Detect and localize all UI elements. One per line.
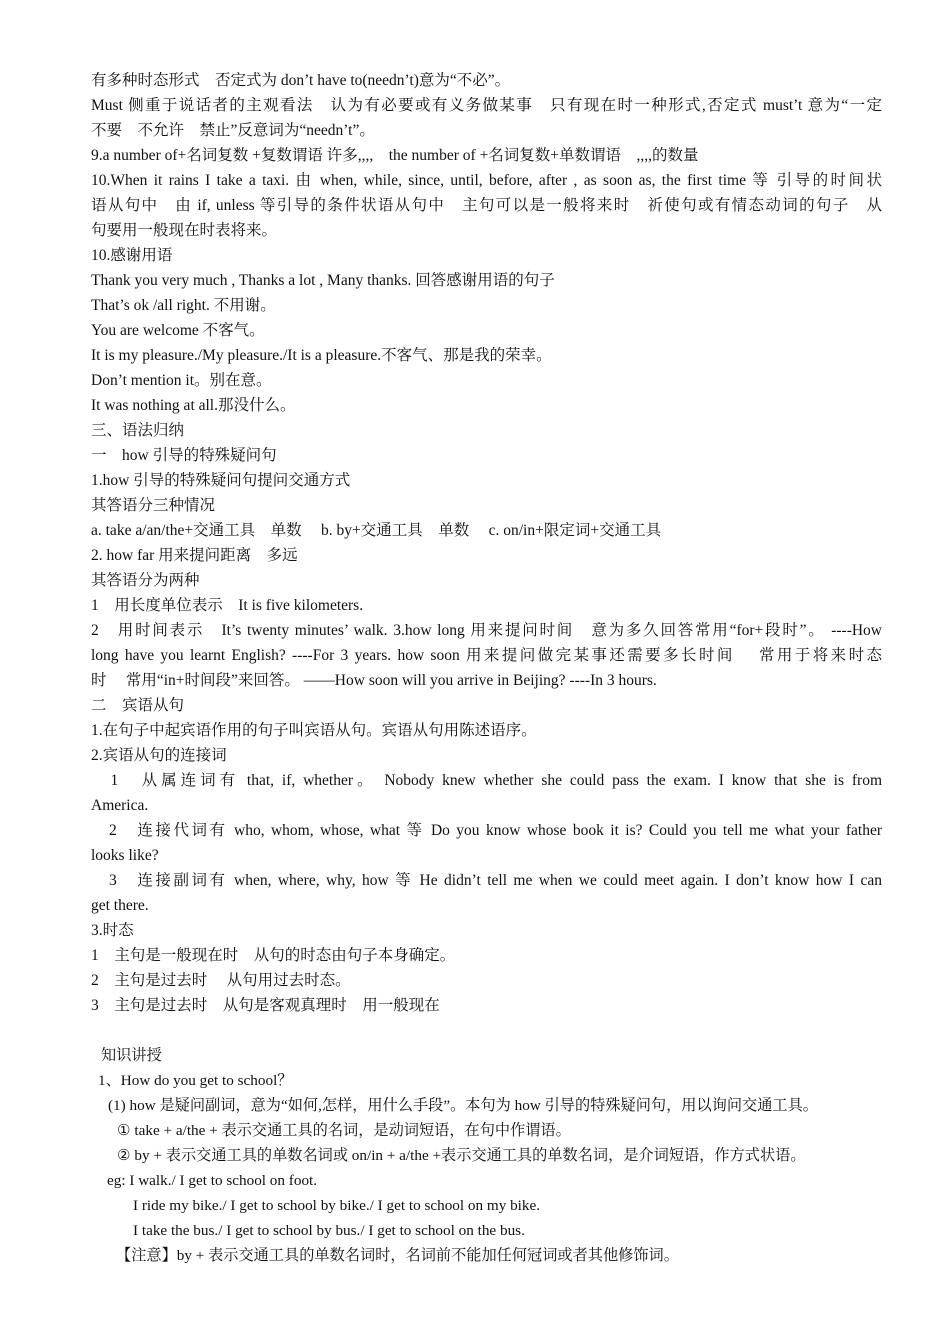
section-title: 知识讲授 — [101, 1047, 162, 1064]
text-line: 其答语分为两种 — [91, 572, 200, 589]
text-line: Must 侧重于说话者的主观看法 认为有必要或有义务做某事 只有现在时一种形式,否定式 must’t 意为“一定 — [91, 97, 882, 114]
text-line: 10.When it rains I take a taxi. 由 when, while, since, until, before, after , as soon as, the first time 等 引导的时间状 — [91, 172, 882, 189]
example-line: eg: I walk./ I get to school on foot. — [107, 1172, 318, 1189]
text-line: 不要 不允许 禁止”反意词为“needn’t”。 — [91, 122, 375, 139]
text-line: 有多种时态形式 否定式为 don’t have to(needn’t)意为“不必”。 — [91, 72, 511, 89]
text-line: 2 连接代词有 who, whom, whose, what 等 Do you know whose book it is? Could you tell me what your father — [91, 822, 882, 839]
text-line: 句要用一般现在时表将来。 — [91, 222, 278, 239]
text-line: ② by + 表示交通工具的单数名词或 on/in + a/the +表示交通工具的单数名词，是介词短语，作方式状语。 — [117, 1147, 806, 1164]
text-line: America. — [91, 797, 149, 814]
section-heading: 三、语法归纳 — [91, 422, 185, 439]
text-line: 2. how far 用来提问距离 多远 — [91, 547, 298, 564]
text-line: 语从句中 由 if, unless 等引导的条件状语从句中 主句可以是一般将来时 祈使句或有情态动词的句子 从 — [91, 197, 882, 214]
text-line: 2 主句是过去时 从句用过去时态。 — [91, 972, 351, 989]
text-line: (1) how 是疑问副词，意为“如何,怎样，用什么手段”。本句为 how 引导的特殊疑问句，用以询问交通工具。 — [108, 1097, 818, 1114]
text-line: 2.宾语从句的连接词 — [91, 747, 227, 764]
text-line: 3.时态 — [91, 922, 134, 939]
text-line: 3 主句是过去时 从句是客观真理时 用一般现在 — [91, 997, 440, 1014]
text-line: 时 常用“in+时间段”来回答。 ——How soon will you arrive in Beijing? ----In 3 hours. — [91, 672, 657, 689]
question-heading: 1、How do you get to school？ — [98, 1072, 293, 1089]
note-line: 【注意】by + 表示交通工具的单数名词时，名词前不能加任何冠词或者其他修饰词。 — [116, 1247, 679, 1264]
text-line: Thank you very much , Thanks a lot , Many thanks. 回答感谢用语的句子 — [91, 272, 555, 289]
text-line: 1 主句是一般现在时 从句的时态由句子本身确定。 — [91, 947, 456, 964]
text-line: 9.a number of+名词复数 +复数谓语 许多,,,, the number of +名词复数+单数谓语 ,,,,的数量 — [91, 147, 699, 164]
section-heading: 二 宾语从句 — [91, 697, 185, 714]
text-line: Don’t mention it。别在意。 — [91, 372, 272, 389]
text-line: 其答语分三种情况 — [91, 497, 216, 514]
example-line: I take the bus./ I get to school by bus./ I get to school on the bus. — [133, 1222, 525, 1239]
text-line: 1.在句子中起宾语作用的句子叫宾语从句。宾语从句用陈述语序。 — [91, 722, 537, 739]
text-line: 一 how 引导的特殊疑问句 — [91, 447, 277, 464]
text-line: 10.感谢用语 — [91, 247, 173, 264]
text-line: long have you learnt English? ----For 3 years. how soon 用来提问做完某事还需要多长时间 常用于将来时态 — [91, 647, 882, 664]
text-line: ① take + a/the + 表示交通工具的名词，是动词短语，在句中作谓语。 — [117, 1122, 571, 1139]
text-line: 1 用长度单位表示 It is five kilometers. — [91, 597, 364, 614]
text-line: 1 从属连词有 that, if, whether。 Nobody knew whether she could pass the exam. I know that she is from — [91, 772, 882, 789]
text-line: get there. — [91, 897, 149, 914]
text-line: It is my pleasure./My pleasure./It is a pleasure.不客气、那是我的荣幸。 — [91, 347, 552, 364]
text-line: That’s ok /all right. 不用谢。 — [91, 297, 276, 314]
text-line: It was nothing at all.那没什么。 — [91, 397, 296, 414]
text-line: 1.how 引导的特殊疑问句提问交通方式 — [91, 472, 351, 489]
text-line: 3 连接副词有 when, where, why, how 等 He didn’t tell me when we could meet again. I don’t know how I can — [91, 872, 882, 889]
text-line: 2 用时间表示 It’s twenty minutes’ walk. 3.how long 用来提问时间 意为多久回答常用“for+段时”。 ----How — [91, 622, 882, 639]
example-line: I ride my bike./ I get to school by bike./ I get to school on my bike. — [133, 1197, 541, 1214]
text-line: a. take a/an/the+交通工具 单数 b. by+交通工具 单数 c. on/in+限定词+交通工具 — [91, 522, 662, 539]
text-line: looks like? — [91, 847, 159, 864]
text-line: You are welcome 不客气。 — [91, 322, 265, 339]
